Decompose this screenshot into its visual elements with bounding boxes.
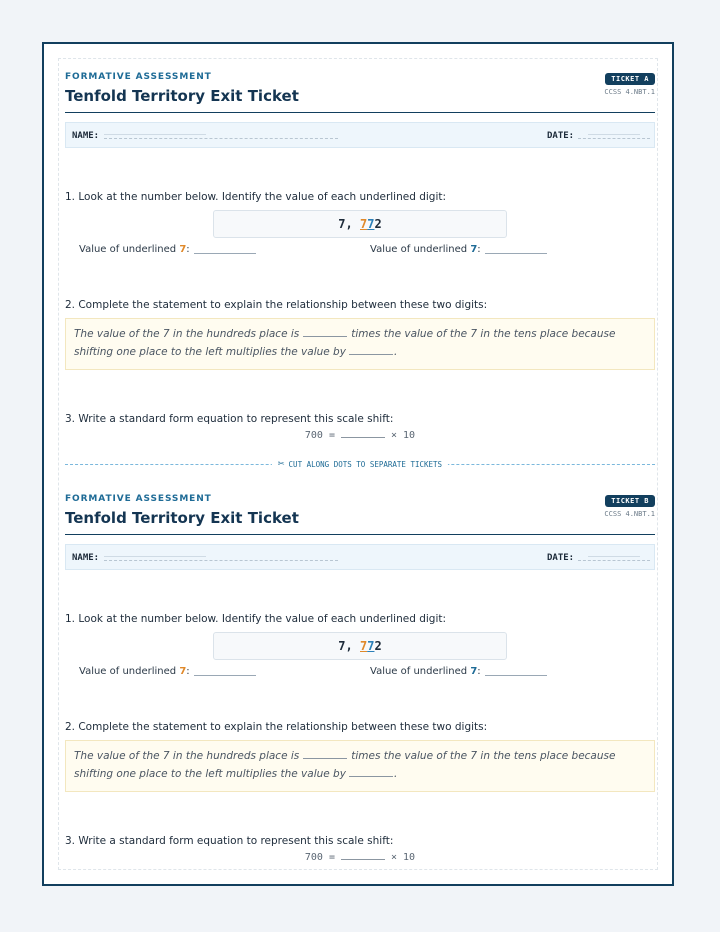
equation — [65, 852, 655, 863]
value-prefix: Value of underlined — [79, 244, 177, 255]
digit-orange: 7 — [179, 244, 187, 255]
digit-thousands: 7 — [338, 639, 346, 653]
date-label: DATE: — [547, 553, 575, 563]
value-prompt-left: Value of underlined 7: — [79, 666, 256, 677]
digit-thousands: 7 — [338, 217, 346, 231]
value-prompt-right: Value of underlined 7: — [370, 244, 547, 255]
answer-line[interactable] — [194, 675, 256, 676]
ticket-title: Tenfold Territory Exit Ticket — [65, 509, 299, 527]
name-label: NAME: — [72, 553, 100, 563]
statement-part-b: times the value of the 7 in the tens place because shifting one place to the left multiplies the value by — [74, 328, 616, 358]
digit-blue: 7 — [470, 666, 478, 677]
kicker: FORMATIVE ASSESSMENT — [65, 494, 212, 504]
question-1: 1. Look at the number below. Identify the value of each underlined digit: — [65, 613, 447, 625]
blank-2[interactable] — [349, 354, 393, 355]
comma: , — [345, 639, 353, 653]
value-prefix: Value of underlined — [370, 666, 468, 677]
comma: , — [345, 217, 353, 231]
equation-left: 700 = — [304, 430, 335, 441]
statement-part-b: times the value of the 7 in the tens place because shifting one place to the left multiplies the value by — [74, 750, 616, 780]
cut-line — [65, 457, 655, 471]
standard-code: CCSS 4.NBT.1 — [604, 88, 655, 96]
answer-line[interactable] — [485, 675, 547, 676]
statement-box: The value of the 7 in the hundreds place is times the value of the 7 in the tens place because shifting one place to the left multiplies the value by . — [65, 740, 655, 792]
statement-part-a: The value of the 7 in the hundreds place is — [74, 750, 300, 762]
ticket-badge: TICKET A — [605, 73, 655, 85]
value-prompt-right: Value of underlined 7: — [370, 666, 547, 677]
name-field[interactable] — [104, 560, 338, 561]
digit-ones: 2 — [374, 217, 382, 231]
question-3: 3. Write a standard form equation to represent this scale shift: — [65, 413, 394, 425]
header-rule — [65, 534, 655, 535]
value-prompt-left: Value of underlined 7: — [79, 244, 256, 255]
equation-blank[interactable] — [341, 859, 385, 860]
question-3: 3. Write a standard form equation to represent this scale shift: — [65, 835, 394, 847]
answer-line[interactable] — [485, 253, 547, 254]
question-2: 2. Complete the statement to explain the relationship between these two digits: — [65, 721, 488, 733]
cut-text: CUT ALONG DOTS TO SEPARATE TICKETS — [288, 460, 443, 469]
scissors-icon: ✂ — [277, 457, 285, 470]
ticket-badge: TICKET B — [605, 495, 655, 507]
name-date-bar — [65, 544, 655, 570]
date-field[interactable] — [578, 560, 650, 561]
statement-box: The value of the 7 in the hundreds place is times the value of the 7 in the tens place because shifting one place to the left multiplies the value by . — [65, 318, 655, 370]
number-box — [213, 210, 507, 238]
equation-blank[interactable] — [341, 437, 385, 438]
value-prefix: Value of underlined — [79, 666, 177, 677]
digit-hundreds: 7 — [360, 217, 368, 231]
value-prefix: Value of underlined — [370, 244, 468, 255]
question-1: 1. Look at the number below. Identify the value of each underlined digit: — [65, 191, 447, 203]
kicker: FORMATIVE ASSESSMENT — [65, 72, 212, 82]
cut-label — [272, 457, 448, 472]
number-box — [213, 632, 507, 660]
equation-right: × 10 — [391, 430, 416, 441]
digit-ones: 2 — [374, 639, 382, 653]
statement-part-a: The value of the 7 in the hundreds place is — [74, 328, 300, 340]
name-label: NAME: — [72, 131, 100, 141]
digit-orange: 7 — [179, 666, 187, 677]
name-guide-line — [104, 134, 206, 135]
name-date-bar — [65, 122, 655, 148]
equation-right: × 10 — [391, 852, 416, 863]
answer-line[interactable] — [194, 253, 256, 254]
name-guide-line — [104, 556, 206, 557]
date-label: DATE: — [547, 131, 575, 141]
digit-hundreds: 7 — [360, 639, 368, 653]
question-2: 2. Complete the statement to explain the relationship between these two digits: — [65, 299, 488, 311]
name-field[interactable] — [104, 138, 338, 139]
header-rule — [65, 112, 655, 113]
standard-code: CCSS 4.NBT.1 — [604, 510, 655, 518]
date-guide-line — [588, 134, 640, 135]
ticket-title: Tenfold Territory Exit Ticket — [65, 87, 299, 105]
digit-tens: 7 — [367, 639, 375, 653]
digit-blue: 7 — [470, 244, 478, 255]
blank-2[interactable] — [349, 776, 393, 777]
equation-left: 700 = — [304, 852, 335, 863]
equation — [65, 430, 655, 441]
blank-1[interactable] — [303, 758, 347, 759]
digit-tens: 7 — [367, 217, 375, 231]
blank-1[interactable] — [303, 336, 347, 337]
date-guide-line — [588, 556, 640, 557]
date-field[interactable] — [578, 138, 650, 139]
